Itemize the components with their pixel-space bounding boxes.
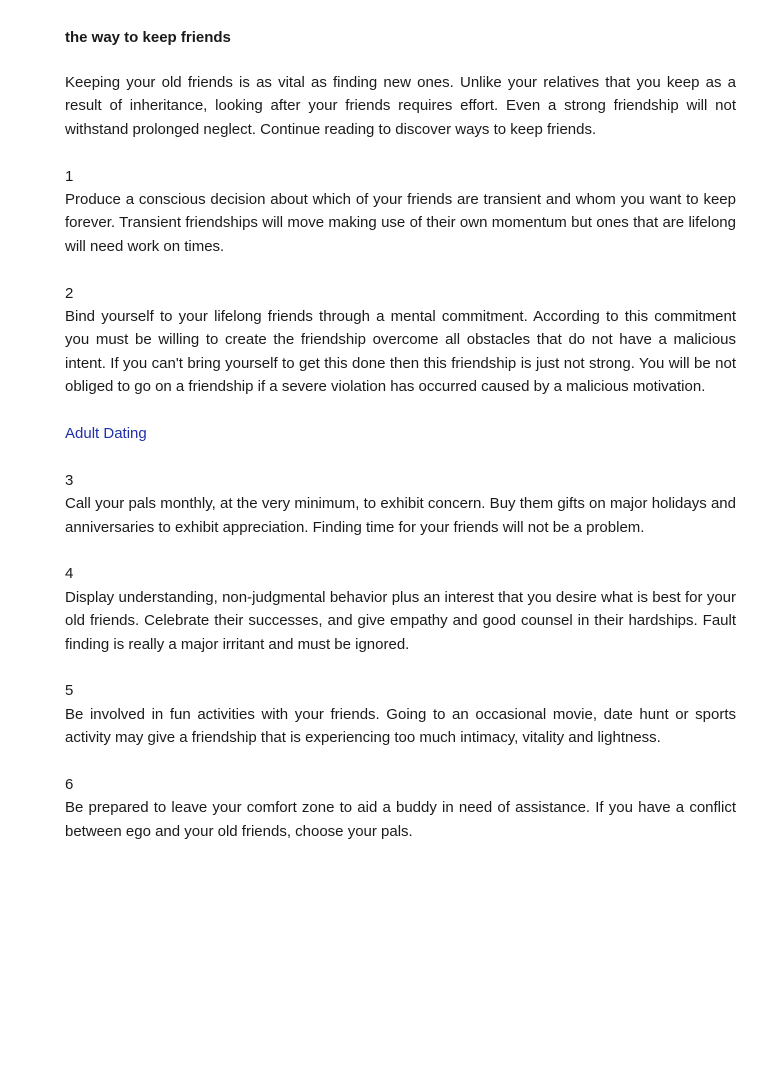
intro-paragraph: Keeping your old friends is as vital as finding new ones. Unlike your relatives that you keep as a result of inheritance, looking after your friends requires effort. Even a strong friendship will not withstand prolonged neglect. Continue reading to discover ways to keep friends. — [65, 74, 736, 138]
tip-text: Produce a conscious decision about which of your friends are transient and whom you want to keep forever. Transient friendships will move making use of their own momentum but ones that are lifelong will need work on times. — [65, 191, 736, 255]
document-page — [65, 27, 736, 867]
tip-number: 6 — [65, 776, 74, 794]
tip-number: 2 — [65, 284, 74, 302]
tip-number: 4 — [65, 565, 74, 583]
tip-2 — [65, 282, 736, 399]
adult-dating-link[interactable]: Adult Dating — [65, 425, 147, 443]
tip-3 — [65, 469, 736, 539]
tip-text: Display understanding, non-judgmental behavior plus an interest that you desire what is best for your old friends. Celebrate their successes, and give empathy and good counsel in their hardships. Fault finding is really a major irritant and must be ignored. — [65, 588, 736, 653]
tip-1 — [65, 165, 736, 259]
tip-number: 3 — [65, 471, 74, 489]
adult-dating-link-row — [65, 422, 736, 445]
tip-text: Be involved in fun activities with your friends. Going to an occasional movie, date hunt or sports activity may give a friendship that is experiencing too much intimacy, vitality and lightness. — [65, 705, 736, 747]
tip-number: 1 — [65, 167, 74, 185]
tip-text: Call your pals monthly, at the very minimum, to exhibit concern. Buy them gifts on major holidays and anniversaries to exhibit appreciation. Finding time for your friends will not be a problem. — [65, 495, 736, 536]
tip-4 — [65, 562, 736, 656]
tip-number: 5 — [65, 682, 74, 700]
document-title: the way to keep friends — [65, 29, 231, 46]
tip-5 — [65, 679, 736, 749]
tip-6 — [65, 773, 736, 843]
tip-text: Bind yourself to your lifelong friends through a mental commitment. According to this commitment you must be willing to create the friendship overcome all obstacles that do not have a malicious intent. If you can't bring yourself to get this done then this friendship is just not strong. You will be not obliged to go on a friendship if a severe violation has occurred caused by a malicious motivation. — [65, 308, 736, 396]
tip-text: Be prepared to leave your comfort zone to aid a buddy in need of assistance. If you have a conflict between ego and your old friends, choose your pals. — [65, 799, 736, 840]
